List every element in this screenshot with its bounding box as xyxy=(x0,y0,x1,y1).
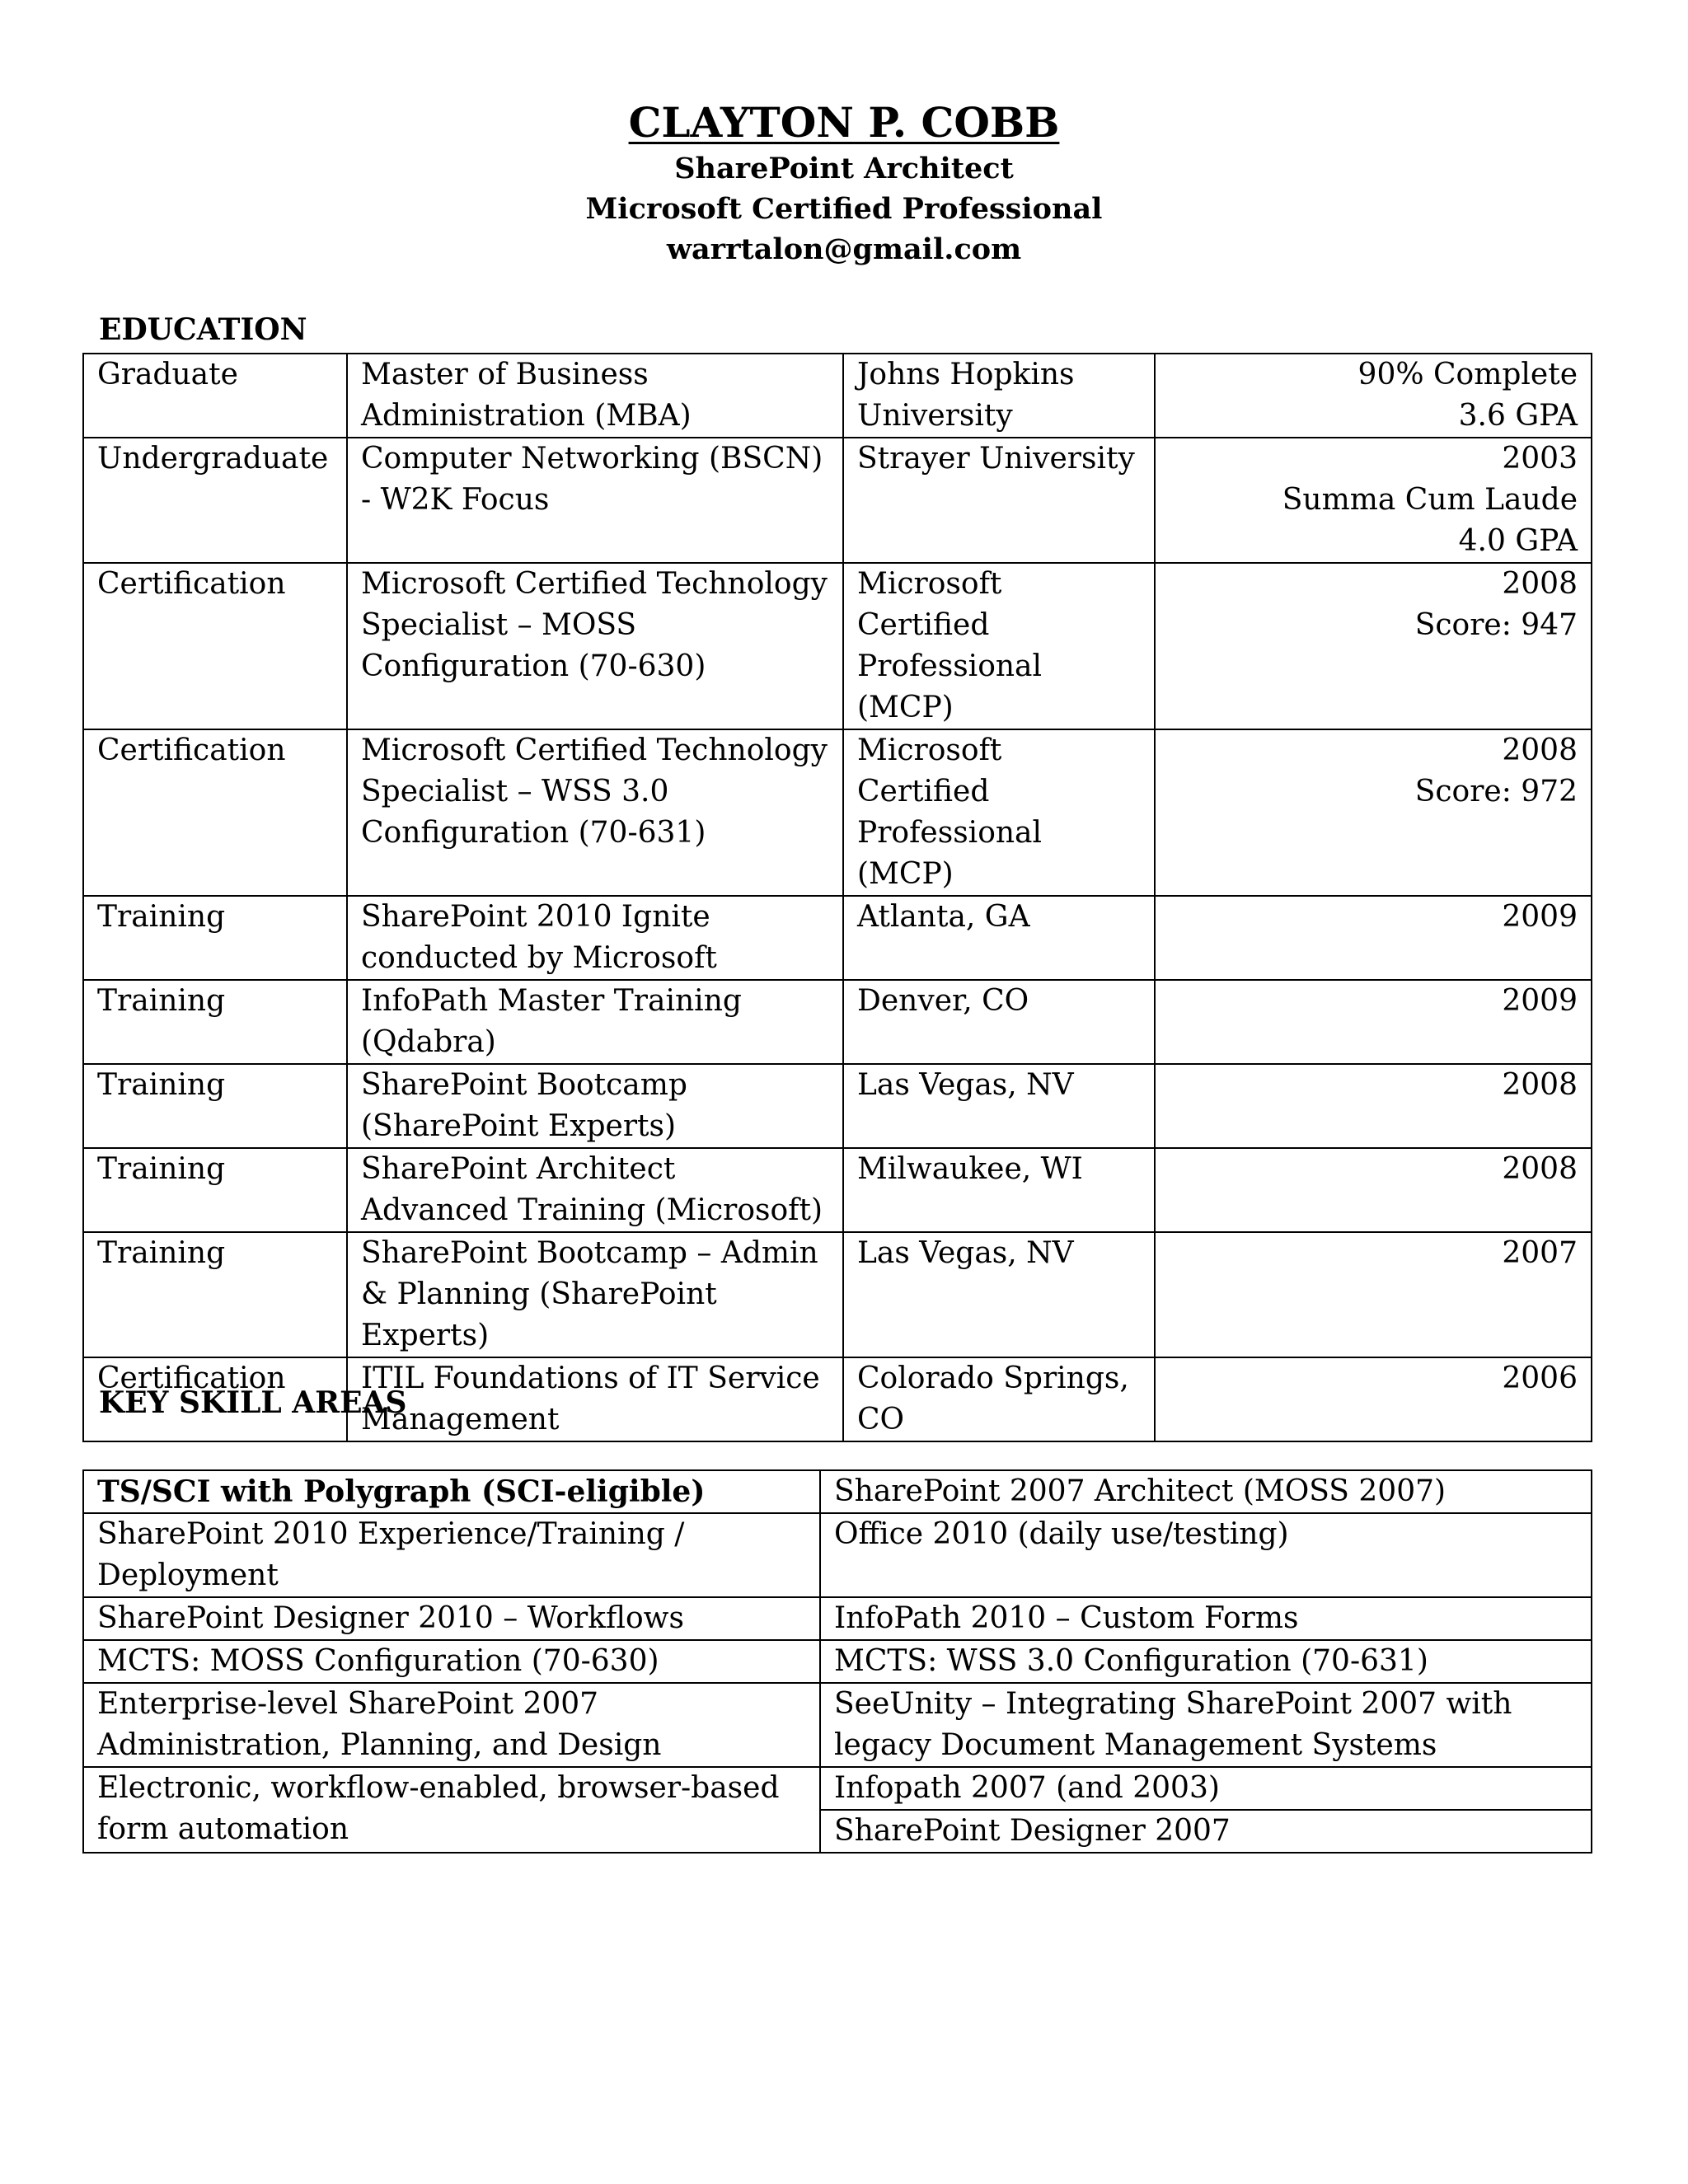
education-detail: 2007 xyxy=(1155,1232,1592,1357)
skill-left: Enterprise-level SharePoint 2007 Administration, Planning, and Design xyxy=(83,1683,820,1767)
education-program: SharePoint Architect Advanced Training (Microsoft) xyxy=(347,1148,843,1232)
education-institution: Strayer University xyxy=(843,438,1155,563)
education-institution: Las Vegas, NV xyxy=(843,1232,1155,1357)
credential: Microsoft Certified Professional xyxy=(585,192,1103,226)
candidate-name: CLAYTON P. COBB xyxy=(628,98,1060,147)
table-row xyxy=(83,1640,1592,1683)
skills-table xyxy=(82,1469,1592,1854)
education-type: Graduate xyxy=(83,354,347,438)
skill-right: SharePoint Designer 2007 xyxy=(820,1810,1592,1853)
resume-header xyxy=(0,97,1688,269)
education-program: Master of Business Administration (MBA) xyxy=(347,354,843,438)
education-program: Microsoft Certified Technology Specialist – MOSS Configuration (70-630) xyxy=(347,563,843,729)
education-institution: Atlanta, GA xyxy=(843,896,1155,980)
education-program: SharePoint Bootcamp (SharePoint Experts) xyxy=(347,1064,843,1148)
skills-heading: KEY SKILL AREAS xyxy=(99,1385,407,1420)
education-type: Training xyxy=(83,1064,347,1148)
job-title: SharePoint Architect xyxy=(674,152,1014,185)
skill-left: SharePoint Designer 2010 – Workflows xyxy=(83,1597,820,1640)
education-detail: 2008 xyxy=(1155,1148,1592,1232)
skill-right: SharePoint 2007 Architect (MOSS 2007) xyxy=(820,1470,1592,1513)
skill-right: MCTS: WSS 3.0 Configuration (70-631) xyxy=(820,1640,1592,1683)
education-program: SharePoint 2010 Ignite conducted by Microsoft xyxy=(347,896,843,980)
table-row xyxy=(83,980,1592,1064)
education-type: Certification xyxy=(83,563,347,729)
skill-right: InfoPath 2010 – Custom Forms xyxy=(820,1597,1592,1640)
table-row xyxy=(83,1513,1592,1597)
education-type: Certification xyxy=(83,729,347,896)
education-type: Undergraduate xyxy=(83,438,347,563)
table-row xyxy=(83,896,1592,980)
table-row xyxy=(83,1683,1592,1767)
education-program: SharePoint Bootcamp – Admin & Planning (SharePoint Experts) xyxy=(347,1232,843,1357)
skill-left: MCTS: MOSS Configuration (70-630) xyxy=(83,1640,820,1683)
education-table xyxy=(82,353,1592,1442)
table-row xyxy=(83,1470,1592,1513)
skill-right: SeeUnity – Integrating SharePoint 2007 with legacy Document Management Systems xyxy=(820,1683,1592,1767)
education-institution: Johns Hopkins University xyxy=(843,354,1155,438)
skill-right: Infopath 2007 (and 2003) xyxy=(820,1767,1592,1810)
education-program: Computer Networking (BSCN) - W2K Focus xyxy=(347,438,843,563)
table-row xyxy=(83,354,1592,438)
education-detail: 2006 xyxy=(1155,1357,1592,1441)
table-row xyxy=(83,729,1592,896)
education-type: Training xyxy=(83,896,347,980)
education-detail: 2003 Summa Cum Laude 4.0 GPA xyxy=(1155,438,1592,563)
education-type: Training xyxy=(83,1148,347,1232)
education-detail: 2008 Score: 972 xyxy=(1155,729,1592,896)
education-institution: Milwaukee, WI xyxy=(843,1148,1155,1232)
education-program: InfoPath Master Training (Qdabra) xyxy=(347,980,843,1064)
table-row xyxy=(83,1767,1592,1810)
table-row xyxy=(83,1232,1592,1357)
table-row xyxy=(83,1064,1592,1148)
skill-left: TS/SCI with Polygraph (SCI-eligible) xyxy=(83,1470,820,1513)
email: warrtalon@gmail.com xyxy=(666,232,1022,266)
education-institution: Denver, CO xyxy=(843,980,1155,1064)
education-institution: Microsoft Certified Professional (MCP) xyxy=(843,563,1155,729)
education-program: Microsoft Certified Technology Specialist – WSS 3.0 Configuration (70-631) xyxy=(347,729,843,896)
education-type: Certification xyxy=(83,1357,347,1441)
education-detail: 2008 xyxy=(1155,1064,1592,1148)
table-row xyxy=(83,1597,1592,1640)
education-program: ITIL Foundations of IT Service Management xyxy=(347,1357,843,1441)
education-institution: Colorado Springs, CO xyxy=(843,1357,1155,1441)
skill-left: Electronic, workflow-enabled, browser-based form automation xyxy=(83,1767,820,1853)
education-detail: 2009 xyxy=(1155,980,1592,1064)
table-row xyxy=(83,1148,1592,1232)
education-institution: Las Vegas, NV xyxy=(843,1064,1155,1148)
education-type: Training xyxy=(83,1232,347,1357)
skill-right: Office 2010 (daily use/testing) xyxy=(820,1513,1592,1597)
table-row xyxy=(83,438,1592,563)
table-row xyxy=(83,563,1592,729)
education-detail: 2008 Score: 947 xyxy=(1155,563,1592,729)
education-detail: 90% Complete 3.6 GPA xyxy=(1155,354,1592,438)
education-type: Training xyxy=(83,980,347,1064)
skill-left: SharePoint 2010 Experience/Training / Deployment xyxy=(83,1513,820,1597)
education-institution: Microsoft Certified Professional (MCP) xyxy=(843,729,1155,896)
education-detail: 2009 xyxy=(1155,896,1592,980)
education-heading: EDUCATION xyxy=(99,312,307,347)
